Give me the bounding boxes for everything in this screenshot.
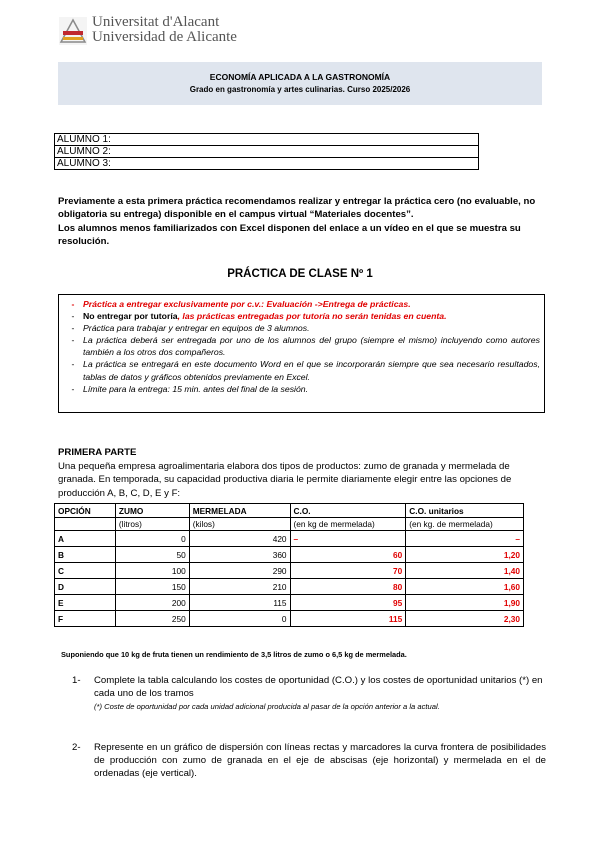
university-emblem-icon bbox=[58, 16, 88, 46]
rule-item: - Práctica para trabajar y entregar en equipos de 3 alumnos. bbox=[71, 323, 310, 334]
zumo-cell: 150 bbox=[115, 579, 189, 595]
header-cell: C.O. unitarios bbox=[406, 504, 524, 518]
rules-box bbox=[58, 294, 545, 413]
intro-paragraph-2: Los alumnos menos familiarizados con Excel disponen del enlace a un vídeo en el que se muestra su resolución. bbox=[58, 222, 521, 248]
rule-item: - La práctica deberá ser entregada por uno de los alumnos del grupo (siempre el mismo) incluyendo como autores también a los otros dos compañeros. bbox=[71, 335, 540, 358]
mermelada-cell: 115 bbox=[189, 595, 290, 611]
subheader-cell: (en kg de mermelada) bbox=[290, 518, 406, 531]
co-cell[interactable]: 95 bbox=[290, 595, 406, 611]
rule-item: - La práctica se entregará en este documento Word en el que se incorporarán siempre que sea necesario resultados, tablas de datos y gráficos obtenidos previamente en Excel. bbox=[71, 359, 540, 382]
option-cell: A bbox=[55, 531, 116, 547]
question-text: Represente en un gráfico de dispersión con líneas rectas y marcadores la curva frontera de posibilidades de producción con zumo de granada en el eje de abscisas (eje horizontal) y mermelada en el de ordenadas (eje vertical). bbox=[94, 742, 546, 779]
question-number: 2- bbox=[72, 742, 81, 753]
part-title: PRIMERA PARTE bbox=[58, 447, 137, 458]
option-cell: F bbox=[55, 611, 116, 627]
table-row bbox=[55, 531, 524, 547]
section-title: PRÁCTICA DE CLASE Nº 1 bbox=[227, 268, 373, 280]
student-3-field[interactable]: ALUMNO 3: bbox=[55, 158, 479, 170]
logo-line-1: Universitat d'Alacant bbox=[92, 14, 220, 30]
mermelada-cell: 0 bbox=[189, 611, 290, 627]
mermelada-cell: 360 bbox=[189, 547, 290, 563]
question-1 bbox=[72, 675, 546, 712]
table-row bbox=[55, 547, 524, 563]
option-cell: E bbox=[55, 595, 116, 611]
subheader-cell: (litros) bbox=[115, 518, 189, 531]
subheader-cell bbox=[55, 518, 116, 531]
table-row bbox=[55, 563, 524, 579]
student-2-field[interactable]: ALUMNO 2: bbox=[55, 146, 479, 158]
zumo-cell: 0 bbox=[115, 531, 189, 547]
course-header bbox=[58, 62, 542, 105]
option-cell: B bbox=[55, 547, 116, 563]
co-unit-cell[interactable]: 1,90 bbox=[406, 595, 524, 611]
co-unit-cell[interactable]: 1,20 bbox=[406, 547, 524, 563]
header-cell: OPCIÓN bbox=[55, 504, 116, 518]
university-logo bbox=[58, 14, 238, 48]
intro-text bbox=[58, 195, 546, 249]
subheader-cell: (en kg. de mermelada) bbox=[406, 518, 524, 531]
students-table bbox=[54, 133, 479, 170]
co-unit-cell[interactable]: – bbox=[406, 531, 524, 547]
zumo-cell: 200 bbox=[115, 595, 189, 611]
option-cell: D bbox=[55, 579, 116, 595]
co-cell[interactable]: 115 bbox=[290, 611, 406, 627]
co-cell[interactable]: 70 bbox=[290, 563, 406, 579]
rule-item: - No entregar por tutoría, las prácticas entregadas por tutoría no serán tenidas en cuenta. bbox=[71, 311, 447, 322]
mermelada-cell: 290 bbox=[189, 563, 290, 579]
co-cell[interactable]: 80 bbox=[290, 579, 406, 595]
mermelada-cell: 210 bbox=[189, 579, 290, 595]
zumo-cell: 50 bbox=[115, 547, 189, 563]
part-text: Una pequeña empresa agroalimentaria elabora dos tipos de productos: zumo de granada y mermelada de granada. En temporada, su capacidad productiva diaria le permite diariamente elegir entre las opciones de producción A, B, C, D, E y F: bbox=[58, 461, 512, 499]
co-cell[interactable]: 60 bbox=[290, 547, 406, 563]
question-number: 1- bbox=[72, 675, 81, 686]
zumo-cell: 100 bbox=[115, 563, 189, 579]
rule-item: - Límite para la entrega: 15 min. antes del final de la sesión. bbox=[71, 383, 309, 394]
co-unit-cell[interactable]: 1,60 bbox=[406, 579, 524, 595]
course-title: ECONOMÍA APLICADA A LA GASTRONOMÍA bbox=[209, 72, 391, 82]
question-text: Complete la tabla calculando los costes de oportunidad (C.O.) y los costes de oportunidad unitarios (*) en cada uno de los tramos bbox=[94, 675, 543, 699]
course-subtitle: Grado en gastronomía y artes culinarias. Curso 2025/2026 bbox=[189, 85, 411, 94]
table-row bbox=[55, 611, 524, 627]
co-cell[interactable]: – bbox=[290, 531, 406, 547]
logo-line-2: Universidad de Alicante bbox=[92, 29, 237, 45]
intro-paragraph-1: Previamente a esta primera práctica recomendamos realizar y entregar la práctica cero (no evaluable, no obligatoria su entrega) disponible en el campus virtual “Materiales docentes”. bbox=[58, 196, 536, 221]
question-2 bbox=[72, 742, 546, 780]
subheader-cell: (kilos) bbox=[189, 518, 290, 531]
zumo-cell: 250 bbox=[115, 611, 189, 627]
co-unit-cell[interactable]: 2,30 bbox=[406, 611, 524, 627]
option-cell: C bbox=[55, 563, 116, 579]
table-note: Suponiendo que 10 kg de fruta tienen un rendimiento de 3,5 litros de zumo o 6,5 kg de mermelada. bbox=[61, 650, 407, 659]
header-cell: ZUMO bbox=[115, 504, 189, 518]
table-row bbox=[55, 579, 524, 595]
table-header-row bbox=[55, 504, 524, 518]
table-subheader-row bbox=[55, 518, 524, 531]
mermelada-cell: 420 bbox=[189, 531, 290, 547]
header-cell: C.O. bbox=[290, 504, 406, 518]
header-cell: MERMELADA bbox=[189, 504, 290, 518]
table-row bbox=[55, 595, 524, 611]
student-1-field[interactable]: ALUMNO 1: bbox=[55, 134, 479, 146]
production-table bbox=[54, 503, 524, 627]
co-unit-cell[interactable]: 1,40 bbox=[406, 563, 524, 579]
question-footnote: (*) Coste de oportunidad por cada unidad adicional producida al pasar de la opción anterior a la actual. bbox=[94, 701, 440, 711]
rule-item: - Práctica a entregar exclusivamente por c.v.: Evaluación ->Entrega de prácticas. bbox=[71, 299, 411, 309]
